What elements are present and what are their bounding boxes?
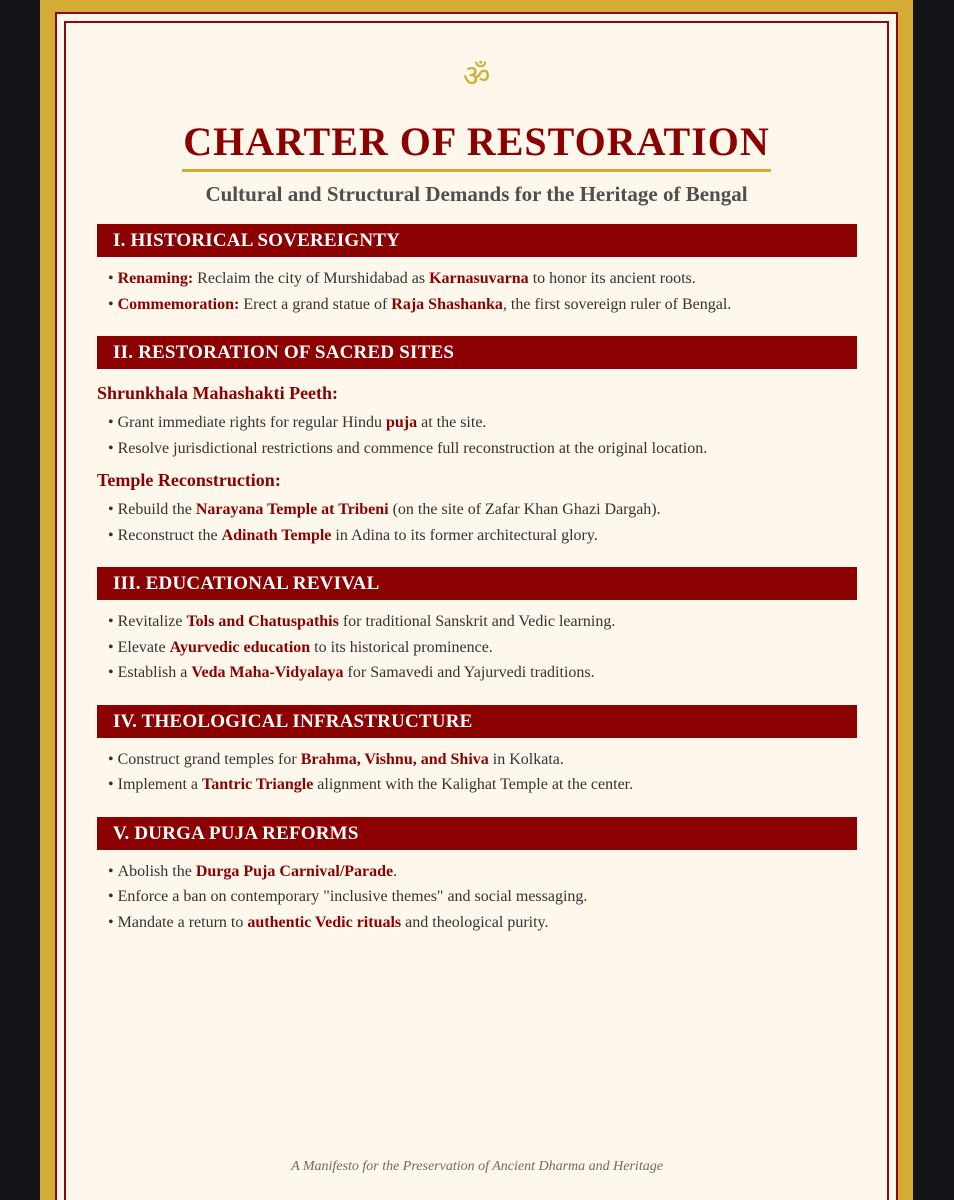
list-item: • Renaming: Reclaim the city of Murshidabad as Karnasuvarna to honor its ancient roots. — [108, 270, 696, 287]
list-item: • Reconstruct the Adinath Temple in Adina to its former architectural glory. — [108, 526, 598, 544]
list-item: • Rebuild the Narayana Temple at Tribeni (on the site of Zafar Khan Ghazi Dargah). — [108, 501, 661, 518]
list-item: • Implement a Tantric Triangle alignment with the Kalighat Temple at the center. — [108, 776, 634, 793]
section-durga-puja-reforms — [97, 817, 857, 936]
section-heading: I. HISTORICAL SOVEREIGNTY — [97, 224, 857, 257]
section-heading: IV. THEOLOGICAL INFRASTRUCTURE — [97, 705, 857, 738]
subsection-heading: Shrunkhala Mahashakti Peeth: — [97, 383, 339, 403]
list-item: • Enforce a ban on contemporary "inclusive themes" and social messaging. — [108, 888, 588, 905]
list-item: • Grant immediate rights for regular Hindu puja at the site. — [108, 414, 487, 431]
section-list — [97, 609, 857, 686]
section-historical-sovereignty — [97, 224, 857, 317]
section-theological-infrastructure — [97, 705, 857, 798]
page-subtitle: Cultural and Structural Demands for the Heritage of Bengal — [205, 182, 748, 206]
charter-content — [97, 224, 857, 954]
list-item: • Construct grand temples for Brahma, Vishnu, and Shiva in Kolkata. — [108, 750, 564, 768]
section-heading: III. EDUCATIONAL REVIVAL — [97, 567, 857, 600]
section-sacred-sites — [97, 336, 857, 548]
subsection-list — [97, 410, 857, 461]
section-list — [97, 266, 857, 317]
om-symbol-icon: ॐ — [462, 59, 491, 94]
section-heading: V. DURGA PUJA REFORMS — [97, 817, 857, 850]
section-heading: II. RESTORATION OF SACRED SITES — [97, 336, 857, 369]
section-list — [97, 747, 857, 798]
footer-tagline: A Manifesto for the Preservation of Ancient Dharma and Heritage — [291, 1159, 663, 1174]
list-item: • Mandate a return to authentic Vedic rituals and theological purity. — [108, 913, 549, 931]
subsection-heading: Temple Reconstruction: — [97, 470, 281, 490]
list-item: • Elevate Ayurvedic education to its historical prominence. — [108, 638, 493, 656]
list-item: • Abolish the Durga Puja Carnival/Parade. — [108, 862, 398, 880]
section-list — [97, 859, 857, 936]
list-item: • Commemoration: Erect a grand statue of Raja Shashanka, the first sovereign ruler of Bengal. — [108, 295, 732, 313]
section-educational-revival — [97, 567, 857, 686]
subsection-list — [97, 497, 857, 548]
list-item: • Resolve jurisdictional restrictions and commence full reconstruction at the original location. — [108, 439, 708, 457]
page-title: CHARTER OF RESTORATION — [182, 117, 771, 172]
list-item: • Revitalize Tols and Chatuspathis for traditional Sanskrit and Vedic learning. — [108, 613, 616, 630]
list-item: • Establish a Veda Maha-Vidyalaya for Samavedi and Yajurvedi traditions. — [108, 664, 595, 681]
